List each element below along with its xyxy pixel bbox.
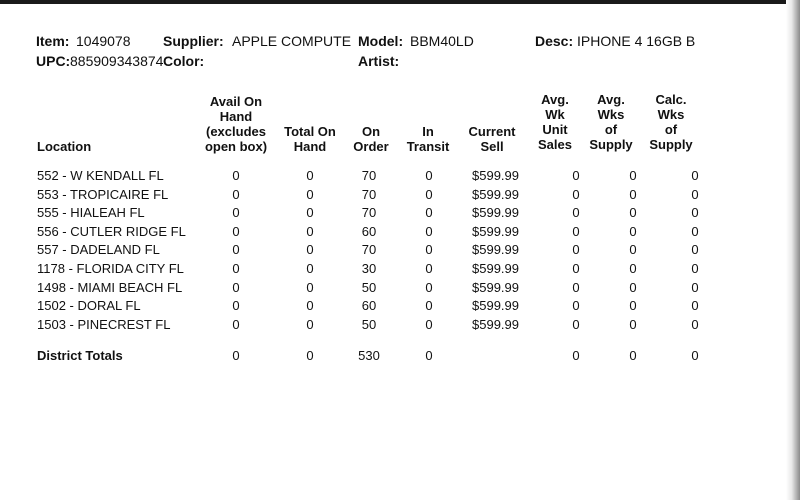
row-calc-wks: 0 [691, 168, 699, 183]
header-total-on-hand: Total On Hand [284, 124, 336, 154]
row-on-order: 60 [361, 223, 377, 239]
row-current-sell: $599.99 [472, 242, 519, 258]
totals-on-order: 530 [358, 348, 380, 363]
totals-calc-wks: 0 [691, 348, 699, 363]
row-avail: 0 [232, 316, 240, 332]
row-avg-wks: 0 [629, 186, 637, 202]
totals-avg-unit: 0 [572, 348, 580, 363]
row-avg-unit: 0 [572, 298, 580, 314]
totals-avail: 0 [232, 348, 240, 363]
row-current-sell: $599.99 [472, 261, 519, 276]
row-current-sell: $599.99 [472, 279, 519, 295]
row-on-order: 70 [361, 205, 377, 221]
row-avg-unit: 0 [572, 168, 580, 183]
row-avg-wks: 0 [629, 279, 637, 295]
upc-label: UPC: [36, 53, 71, 69]
row-location: 552 - W KENDALL FL [37, 168, 164, 183]
row-in-transit: 0 [425, 242, 433, 258]
row-on-order: 70 [361, 242, 377, 258]
row-calc-wks: 0 [691, 242, 699, 258]
item-label: Item: [36, 33, 70, 49]
header-calc-wks-of-supply: Calc. Wks of Supply [649, 92, 693, 152]
totals-in-transit: 0 [425, 348, 433, 363]
row-avail: 0 [232, 242, 240, 258]
row-total: 0 [306, 168, 314, 183]
row-avg-unit: 0 [572, 242, 580, 258]
row-avg-wks: 0 [629, 298, 637, 314]
model-value: BBM40LD [410, 33, 474, 49]
row-in-transit: 0 [425, 316, 433, 332]
item-value: 1049078 [76, 33, 131, 49]
row-in-transit: 0 [425, 223, 433, 239]
row-total: 0 [306, 279, 314, 295]
row-on-order: 70 [361, 186, 377, 202]
row-total: 0 [306, 261, 314, 276]
row-in-transit: 0 [425, 298, 433, 314]
scan-top-edge [0, 0, 800, 4]
totals-label: District Totals [37, 348, 123, 363]
row-avg-wks: 0 [629, 242, 637, 258]
desc-label: Desc: [535, 33, 574, 49]
row-calc-wks: 0 [691, 279, 699, 295]
row-avg-wks: 0 [629, 261, 637, 276]
row-avg-unit: 0 [572, 261, 580, 276]
row-location: 556 - CUTLER RIDGE FL [37, 223, 186, 239]
header-on-order: On Order [353, 124, 389, 154]
row-current-sell: $599.99 [472, 205, 519, 221]
header-current-sell: Current Sell [468, 124, 516, 154]
row-avg-unit: 0 [572, 205, 580, 221]
row-in-transit: 0 [425, 205, 433, 221]
row-current-sell: $599.99 [472, 316, 519, 332]
row-current-sell: $599.99 [472, 298, 519, 314]
totals-total: 0 [306, 348, 314, 363]
row-on-order: 70 [361, 168, 377, 183]
row-total: 0 [306, 186, 314, 202]
row-current-sell: $599.99 [472, 186, 519, 202]
row-avail: 0 [232, 298, 240, 314]
row-on-order: 50 [361, 279, 377, 295]
row-avg-unit: 0 [572, 316, 580, 332]
row-in-transit: 0 [425, 186, 433, 202]
row-avg-unit: 0 [572, 223, 580, 239]
row-calc-wks: 0 [691, 316, 699, 332]
row-avg-unit: 0 [572, 279, 580, 295]
row-avail: 0 [232, 168, 240, 183]
row-in-transit: 0 [425, 261, 433, 276]
row-location: 553 - TROPICAIRE FL [37, 186, 169, 202]
row-avail: 0 [232, 205, 240, 221]
row-in-transit: 0 [425, 279, 433, 295]
header-avg-wks-of-supply: Avg. Wks of Supply [589, 92, 633, 152]
row-total: 0 [306, 205, 314, 221]
supplier-label: Supplier: [163, 33, 224, 49]
row-on-order: 30 [361, 261, 377, 276]
row-avg-wks: 0 [629, 223, 637, 239]
row-avg-wks: 0 [629, 168, 637, 183]
row-avail: 0 [232, 223, 240, 239]
header-avg-wk-unit-sales: Avg. Wk Unit Sales [538, 92, 572, 152]
row-calc-wks: 0 [691, 186, 699, 202]
row-location: 1503 - PINECREST FL [37, 316, 171, 332]
header-avail-on-hand: Avail On Hand (excludes open box) [204, 94, 268, 154]
artist-label: Artist: [358, 53, 400, 69]
row-avail: 0 [232, 279, 240, 295]
row-calc-wks: 0 [691, 223, 699, 239]
header-in-transit: In Transit [406, 124, 450, 154]
row-total: 0 [306, 223, 314, 239]
row-avail: 0 [232, 261, 240, 276]
row-location: 1498 - MIAMI BEACH FL [37, 279, 183, 295]
row-avg-wks: 0 [629, 205, 637, 221]
row-total: 0 [306, 242, 314, 258]
color-label: Color: [163, 53, 205, 69]
row-avg-wks: 0 [629, 316, 637, 332]
row-total: 0 [306, 298, 314, 314]
header-location: Location [37, 139, 92, 154]
row-avg-unit: 0 [572, 186, 580, 202]
upc-value: 885909343874 [70, 53, 164, 69]
row-location: 1502 - DORAL FL [37, 298, 141, 314]
totals-avg-wks: 0 [629, 348, 637, 363]
model-label: Model: [358, 33, 404, 49]
row-calc-wks: 0 [691, 261, 699, 276]
row-location: 557 - DADELAND FL [37, 242, 160, 258]
row-on-order: 50 [361, 316, 377, 332]
row-calc-wks: 0 [691, 205, 699, 221]
supplier-value: APPLE COMPUTE [232, 33, 352, 49]
row-total: 0 [306, 316, 314, 332]
desc-value: IPHONE 4 16GB B [577, 33, 696, 49]
row-current-sell: $599.99 [472, 168, 519, 183]
row-avail: 0 [232, 186, 240, 202]
row-location: 555 - HIALEAH FL [37, 205, 145, 221]
row-location: 1178 - FLORIDA CITY FL [37, 261, 184, 276]
row-in-transit: 0 [425, 168, 433, 183]
scan-right-edge [786, 0, 800, 500]
row-calc-wks: 0 [691, 298, 699, 314]
row-current-sell: $599.99 [472, 223, 519, 239]
row-on-order: 60 [361, 298, 377, 314]
